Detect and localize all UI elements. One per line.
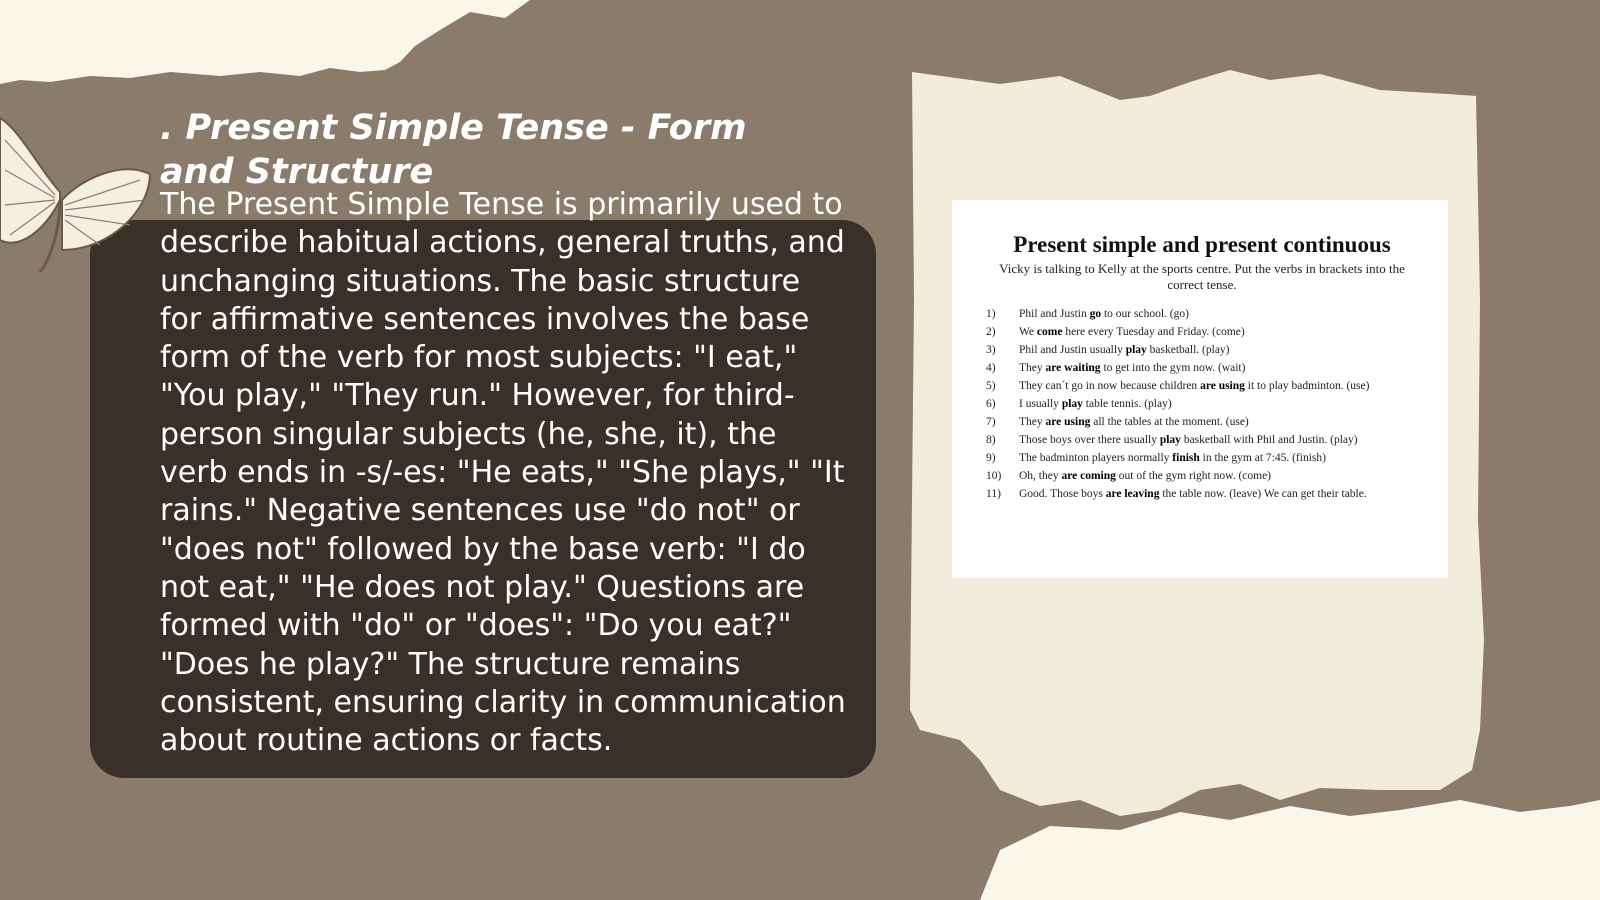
item-pre: Phil and Justin xyxy=(1019,308,1090,320)
item-text xyxy=(1019,485,1367,503)
butterfly-icon xyxy=(0,100,160,280)
item-pre: The badminton players normally xyxy=(1019,452,1173,464)
item-post: table tennis. (play) xyxy=(1082,398,1172,410)
item-text xyxy=(1019,377,1369,395)
item-text xyxy=(1019,341,1230,359)
item-post: here every Tuesday and Friday. (come) xyxy=(1062,326,1245,338)
item-answer: are leaving xyxy=(1105,488,1160,500)
worksheet-item xyxy=(986,323,1418,341)
worksheet-title: Present simple and present continuous xyxy=(1013,232,1391,257)
worksheet-item xyxy=(986,449,1418,467)
item-answer: are waiting xyxy=(1045,362,1101,374)
item-text xyxy=(1019,467,1271,485)
item-answer: play xyxy=(1125,344,1147,356)
item-answer: play xyxy=(1159,434,1181,446)
worksheet-item xyxy=(986,395,1418,413)
item-number: 10) xyxy=(986,470,1002,482)
item-number: 9) xyxy=(986,452,996,464)
item-answer: play xyxy=(1061,398,1083,410)
item-post: basketball with Phil and Justin. (play) xyxy=(1180,434,1358,446)
item-post: basketball. (play) xyxy=(1146,344,1230,356)
item-answer: are using xyxy=(1045,416,1091,428)
item-number: 3) xyxy=(986,344,996,356)
worksheet-item xyxy=(986,413,1418,431)
item-answer: go xyxy=(1089,308,1102,320)
item-number: 11) xyxy=(986,488,1001,500)
item-pre: Phil and Justin usually xyxy=(1019,344,1126,356)
item-number: 6) xyxy=(986,398,996,410)
item-post: to our school. (go) xyxy=(1101,308,1189,320)
item-pre: They can´t go in now because children xyxy=(1019,380,1201,392)
item-number: 2) xyxy=(986,326,996,338)
item-number: 7) xyxy=(986,416,996,428)
item-post: in the gym at 7:45. (finish) xyxy=(1199,452,1326,464)
worksheet-item xyxy=(986,431,1418,449)
worksheet-list xyxy=(986,305,1418,503)
item-post: all the tables at the moment. (use) xyxy=(1090,416,1249,428)
item-text xyxy=(1019,413,1249,431)
slide-body-text: The Present Simple Tense is primarily used to describe habitual actions, general truths, and unchanging situations. The basic structure for affirmative sentences involves the base form of the verb for most subjects: "I eat," "You play," "They run." However, for third-person singular subjects (he, she, it), the verb ends in -s/-es: "He eats," "She plays," "It rains." Negative sentences use "do not" or "does not" followed by the base verb: "I do not eat," "He does not play." Questions are formed with "do" or "does": "Do you eat?" "Does he play?" The structure remains consistent, ensuring clarity in communication about routine actions or facts. xyxy=(160,187,846,759)
item-number: 4) xyxy=(986,362,996,374)
item-number: 8) xyxy=(986,434,996,446)
worksheet-item xyxy=(986,359,1418,377)
item-text xyxy=(1019,431,1358,449)
worksheet-item xyxy=(986,467,1418,485)
torn-paper-top-left xyxy=(0,0,530,84)
item-pre: We xyxy=(1019,326,1037,338)
item-pre: I usually xyxy=(1019,398,1062,410)
worksheet-item xyxy=(986,377,1418,395)
item-post: out of the gym right now. (come) xyxy=(1115,470,1272,482)
item-number: 5) xyxy=(986,380,996,392)
item-post: it to play badminton. (use) xyxy=(1244,380,1370,392)
item-pre: They xyxy=(1019,416,1046,428)
worksheet-image xyxy=(952,200,1448,578)
item-pre: Good. Those boys xyxy=(1019,488,1106,500)
item-answer: finish xyxy=(1172,452,1200,464)
slide-title: . Present Simple Tense - Form and Structure xyxy=(160,108,747,192)
item-pre: Oh, they xyxy=(1019,470,1062,482)
item-post: the table now. (leave) We can get their table. xyxy=(1159,488,1367,500)
torn-paper-bottom-right xyxy=(980,800,1600,900)
item-answer: come xyxy=(1036,326,1063,338)
item-pre: They xyxy=(1019,362,1046,374)
item-text xyxy=(1019,359,1245,377)
item-text xyxy=(1019,395,1172,413)
worksheet-item xyxy=(986,305,1418,323)
worksheet-instructions: Vicky is talking to Kelly at the sports centre. Put the verbs in brackets into the correct tense. xyxy=(999,261,1405,292)
item-text xyxy=(1019,323,1245,341)
item-number: 1) xyxy=(986,308,996,320)
item-post: to get into the gym now. (wait) xyxy=(1100,362,1246,374)
item-answer: are using xyxy=(1200,380,1245,392)
item-text xyxy=(1019,449,1326,467)
worksheet-item xyxy=(986,341,1418,359)
worksheet-item xyxy=(986,485,1418,503)
item-text xyxy=(1019,305,1189,323)
item-answer: are coming xyxy=(1061,470,1116,482)
item-pre: Those boys over there usually xyxy=(1019,434,1160,446)
